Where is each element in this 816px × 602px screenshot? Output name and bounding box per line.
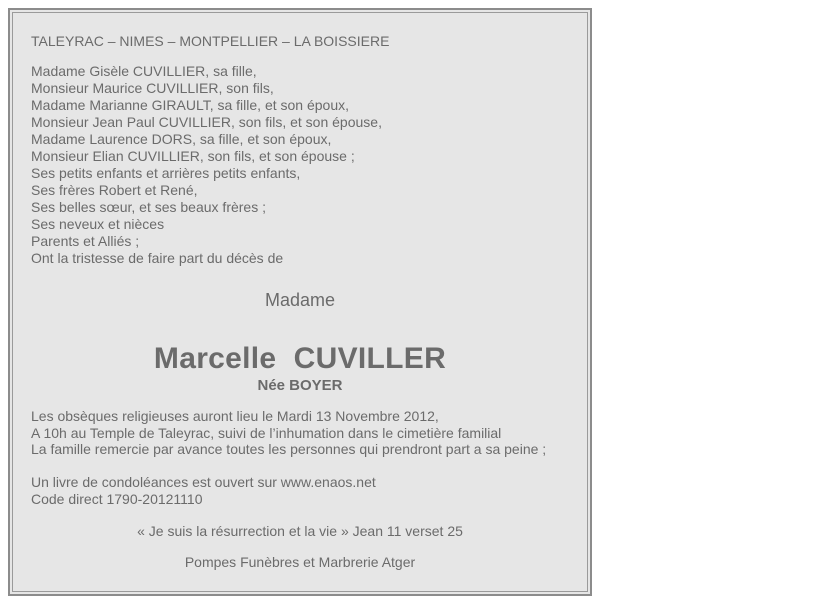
bible-quote: « Je suis la résurrection et la vie » Jean 11 verset 25	[137, 523, 463, 539]
funeral-line: La famille remercie par avance toutes les personnes qui prendront part a sa peine ;	[31, 441, 547, 457]
locations-header: TALEYRAC – NIMES – MONTPELLIER – LA BOISSIERE	[31, 33, 390, 49]
obituary-notice-inner-border	[12, 12, 588, 592]
deceased-title: Madame	[264, 290, 336, 310]
family-line: Madame Marianne GIRAULT, sa fille, et son époux,	[31, 97, 350, 113]
condolences-info	[31, 474, 376, 507]
family-line: Monsieur Jean Paul CUVILLIER, son fils, et son épouse,	[31, 114, 382, 130]
condolences-line: Un livre de condoléances est ouvert sur www.enaos.net	[31, 474, 376, 490]
family-line: Madame Laurence DORS, sa fille, et son époux,	[31, 131, 332, 147]
family-line: Monsieur Elian CUVILLIER, son fils, et son épouse ;	[31, 148, 355, 164]
funeral-details	[31, 408, 546, 458]
family-line: Ses frères Robert et René,	[31, 182, 198, 198]
condolences-code: Code direct 1790-20121110	[31, 490, 203, 507]
funeral-line: Les obsèques religieuses auront lieu le Mardi 13 Novembre 2012,	[31, 408, 439, 424]
maiden-name: Née BOYER	[257, 377, 343, 394]
funeral-home: Pompes Funèbres et Marbrerie Atger	[184, 554, 416, 570]
family-line: Ses neveux et nièces	[31, 216, 165, 232]
family-line: Ses petits enfants et arrières petits enfants,	[31, 165, 301, 181]
family-line: Monsieur Maurice CUVILLIER, son fils,	[31, 80, 274, 96]
family-line: Ont la tristesse de faire part du décès de	[31, 250, 284, 266]
family-line: Parents et Alliés ;	[31, 233, 140, 249]
family-line: Ses belles sœur, et ses beaux frères ;	[31, 199, 266, 215]
family-list	[31, 63, 382, 267]
deceased-name: Marcelle CUVILLER	[153, 342, 447, 375]
family-line: Madame Gisèle CUVILLIER, sa fille,	[31, 63, 257, 79]
funeral-line: A 10h au Temple de Taleyrac, suivi de l’inhumation dans le cimetière familial	[31, 424, 502, 441]
obituary-notice	[8, 8, 592, 596]
